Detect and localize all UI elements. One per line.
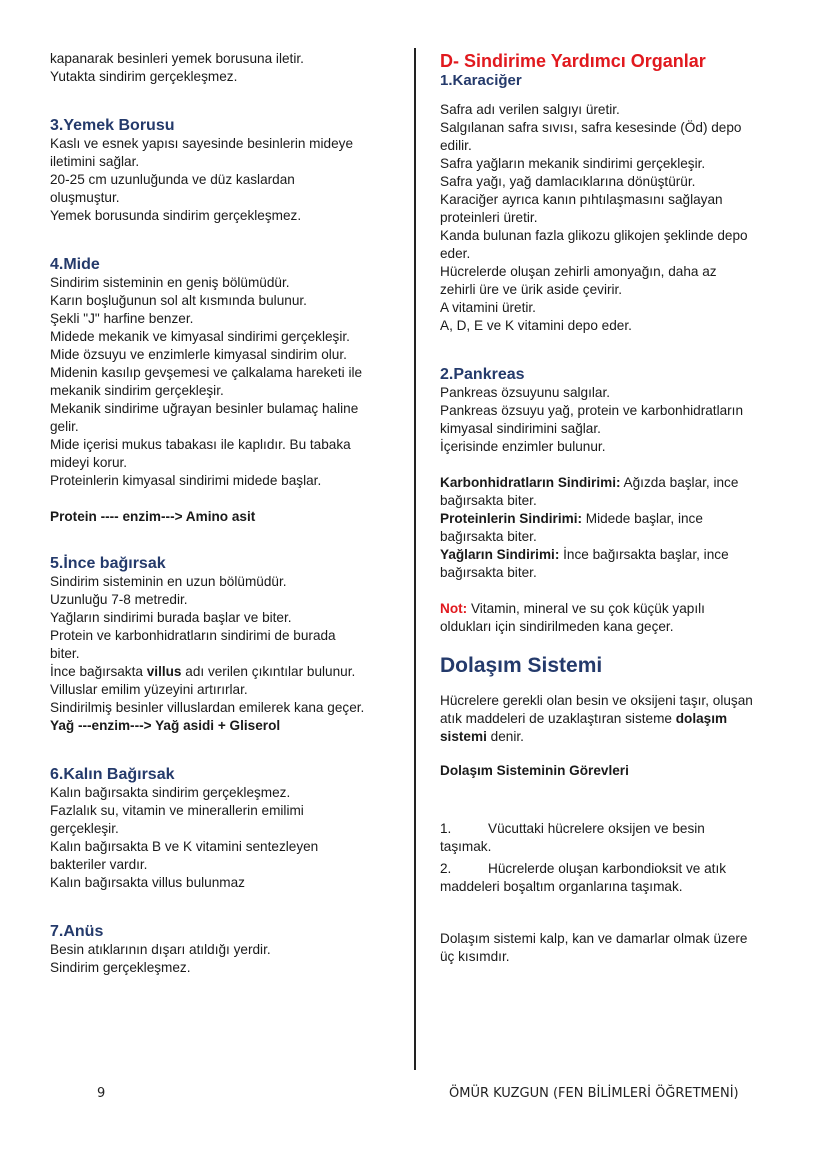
text-line: Uzunluğu 7-8 metredir. xyxy=(50,592,188,607)
text-line: Protein ve karbonhidratların sindirimi de burada xyxy=(50,628,336,643)
text-line: Hücrelere gerekli olan besin ve oksijeni taşır, oluşan xyxy=(440,693,753,708)
circulatory-parts xyxy=(440,930,785,966)
footer-author: ÖMÜR KUZGUN (FEN BİLİMLERİ ÖĞRETMENİ) xyxy=(449,1086,739,1101)
text-fragment: İnce bağırsakta başlar, ince xyxy=(559,547,729,562)
text-line: bağırsakta biter. xyxy=(440,529,537,544)
text-line: gerçekleşir. xyxy=(50,821,119,836)
intro-line: kapanarak besinleri yemek borusuna iletir. xyxy=(50,51,304,66)
text-line: Safra yağı, yağ damlacıklarına dönüştürür. xyxy=(440,174,696,189)
item-number: 2. xyxy=(440,861,452,876)
text-line: Hücrelerde oluşan zehirli amonyağın, daha az xyxy=(440,264,717,279)
text-line: oluşmuştur. xyxy=(50,190,120,205)
item-text-cont: maddeleri boşaltım organlarına taşımak. xyxy=(440,879,683,894)
text-line: Yemek borusunda sindirim gerçekleşmez. xyxy=(50,208,302,223)
text-line: Sindirilmiş besinler villuslardan emilerek kana geçer. xyxy=(50,700,365,715)
liver-text xyxy=(440,101,785,335)
section-title-large-intestine: 6.Kalın Bağırsak xyxy=(50,766,175,783)
text-line: mideyi korur. xyxy=(50,455,128,470)
text-line: biter. xyxy=(50,646,80,661)
section-title-accessory-organs: D- Sindirime Yardımcı Organlar xyxy=(440,51,706,71)
page-number: 9 xyxy=(97,1086,106,1101)
villus-line xyxy=(50,663,395,681)
text-line: kimyasal sindirimini sağlar. xyxy=(440,421,601,436)
tasks-list xyxy=(440,820,785,896)
left-column xyxy=(50,50,395,977)
text-line: Safra yağların mekanik sindirimi gerçekleşir. xyxy=(440,156,706,171)
text-fragment: adı verilen çıkıntılar bulunur. xyxy=(181,664,356,679)
text-fragment: Vitamin, mineral ve su çok küçük yapılı xyxy=(467,601,705,616)
section-title-anus: 7.Anüs xyxy=(50,923,104,940)
digestion-proteins xyxy=(440,510,785,528)
text-fragment: Ağızda başlar, ince xyxy=(620,475,739,490)
column-divider xyxy=(414,48,416,1070)
stomach-text xyxy=(50,274,395,490)
right-column xyxy=(440,51,785,966)
section-title-liver: 1.Karaciğer xyxy=(440,72,522,89)
text-line: Besin atıklarının dışarı atıldığı yerdir. xyxy=(50,942,271,957)
text-line: Pankreas özsuyu yağ, protein ve karbonhidratların xyxy=(440,403,744,418)
text-line: Kalın bağırsakta villus bulunmaz xyxy=(50,875,245,890)
protein-formula: Protein ---- enzim---> Amino asit xyxy=(50,509,256,524)
text-line: A vitamini üretir. xyxy=(440,300,536,315)
key-term: dolaşım xyxy=(675,711,728,726)
text-line: Pankreas özsuyunu salgılar. xyxy=(440,385,611,400)
digestion-summary xyxy=(440,474,785,582)
circulatory-tasks-title: Dolaşım Sisteminin Görevleri xyxy=(440,763,629,778)
villus-term: villus xyxy=(146,664,182,679)
text-line: eder. xyxy=(440,246,471,261)
note-block xyxy=(440,600,785,636)
text-fragment: atık maddeleri de uzaklaştıran sisteme xyxy=(440,711,676,726)
text-line: Karın boşluğunun sol alt kısmında bulunur. xyxy=(50,293,307,308)
pancreas-text xyxy=(440,384,785,456)
text-line: edilir. xyxy=(440,138,472,153)
section-title-pancreas: 2.Pankreas xyxy=(440,366,525,383)
intro-line: Yutakta sindirim gerçekleşmez. xyxy=(50,69,238,84)
text-line: Sindirim gerçekleşmez. xyxy=(50,960,191,975)
text-line: gelir. xyxy=(50,419,79,434)
text-line: zehirli üre ve ürik aside çevirir. xyxy=(440,282,623,297)
digestion-label: Yağların Sindirimi: xyxy=(440,547,560,562)
text-line: Fazlalık su, vitamin ve minerallerin emilimi xyxy=(50,803,304,818)
text-fragment: denir. xyxy=(486,729,524,744)
text-line: bakteriler vardır. xyxy=(50,857,148,872)
text-line: Yağların sindirimi burada başlar ve biter. xyxy=(50,610,292,625)
text-line: İçerisinde enzimler bulunur. xyxy=(440,439,606,454)
text-line: Proteinlerin kimyasal sindirimi midede başlar. xyxy=(50,473,322,488)
item-text: Hücrelerde oluşan karbondioksit ve atık xyxy=(488,861,727,876)
text-line: Kalın bağırsakta B ve K vitamini sentezleyen xyxy=(50,839,319,854)
text-line: iletimini sağlar. xyxy=(50,154,140,169)
fat-formula: Yağ ---enzim---> Yağ asidi + Gliserol xyxy=(50,718,281,733)
text-line: Mekanik sindirime uğrayan besinler bulamaç haline xyxy=(50,401,359,416)
text-line: proteinleri üretir. xyxy=(440,210,538,225)
key-term: sistemi xyxy=(440,729,487,744)
text-line: 20-25 cm uzunluğunda ve düz kaslardan xyxy=(50,172,295,187)
text-line: Karaciğer ayrıca kanın pıhtılaşmasını sağlayan xyxy=(440,192,723,207)
text-line: bağırsakta biter. xyxy=(440,493,537,508)
text-line: Dolaşım sistemi kalp, kan ve damarlar olmak üzere xyxy=(440,931,748,946)
section-title-circulatory: Dolaşım Sistemi xyxy=(440,654,603,677)
text-line: Kalın bağırsakta sindirim gerçekleşmez. xyxy=(50,785,291,800)
text-line: Salgılanan safra sıvısı, safra kesesinde (Öd) depo xyxy=(440,120,742,135)
text-fragment: Midede başlar, ince xyxy=(582,511,703,526)
text-line: Sindirim sisteminin en uzun bölümüdür. xyxy=(50,574,287,589)
text-line: Şekli "J" harfine benzer. xyxy=(50,311,194,326)
text-line xyxy=(440,728,785,746)
digestion-label: Proteinlerin Sindirimi: xyxy=(440,511,582,526)
text-line xyxy=(440,710,785,728)
text-line: Safra adı verilen salgıyı üretir. xyxy=(440,102,620,117)
text-line: Kanda bulunan fazla glikozu glikojen şeklinde depo xyxy=(440,228,748,243)
text-fragment: İnce bağırsakta xyxy=(50,664,147,679)
item-number: 1. xyxy=(440,821,452,836)
text-line: Kaslı ve esnek yapısı sayesinde besinlerin mideye xyxy=(50,136,353,151)
digestion-label: Karbonhidratların Sindirimi: xyxy=(440,475,621,490)
circulatory-intro xyxy=(440,692,785,746)
text-line: Mide içerisi mukus tabakası ile kaplıdır. Bu tabaka xyxy=(50,437,351,452)
text-line: bağırsakta biter. xyxy=(440,565,537,580)
small-intestine-text xyxy=(50,573,395,717)
list-item xyxy=(440,820,785,838)
section-title-stomach: 4.Mide xyxy=(50,256,100,273)
item-text-cont: taşımak. xyxy=(440,839,492,854)
list-item xyxy=(440,860,785,878)
anus-text xyxy=(50,941,395,977)
text-line: Midede mekanik ve kimyasal sindirimi gerçekleşir. xyxy=(50,329,350,344)
text-line: Sindirim sisteminin en geniş bölümüdür. xyxy=(50,275,290,290)
text-line: A, D, E ve K vitamini depo eder. xyxy=(440,318,632,333)
text-line: mekanik sindirim gerçekleşir. xyxy=(50,383,224,398)
note-line xyxy=(440,600,785,618)
note-label: Not: xyxy=(440,601,468,616)
section-title-small-intestine: 5.İnce bağırsak xyxy=(50,555,166,572)
item-text: Vücuttaki hücrelere oksijen ve besin xyxy=(488,821,705,836)
text-line: üç kısımdır. xyxy=(440,949,510,964)
section-title-esophagus: 3.Yemek Borusu xyxy=(50,117,175,134)
digestion-carbs xyxy=(440,474,785,492)
esophagus-text xyxy=(50,135,395,225)
text-line: Midenin kasılıp gevşemesi ve çalkalama hareketi ile xyxy=(50,365,363,380)
digestion-fats xyxy=(440,546,785,564)
text-line: Villuslar emilim yüzeyini artırırlar. xyxy=(50,682,248,697)
text-line: oldukları için sindirilmeden kana geçer. xyxy=(440,619,674,634)
text-line: Mide özsuyu ve enzimlerle kimyasal sindirim olur. xyxy=(50,347,347,362)
large-intestine-text xyxy=(50,784,395,892)
